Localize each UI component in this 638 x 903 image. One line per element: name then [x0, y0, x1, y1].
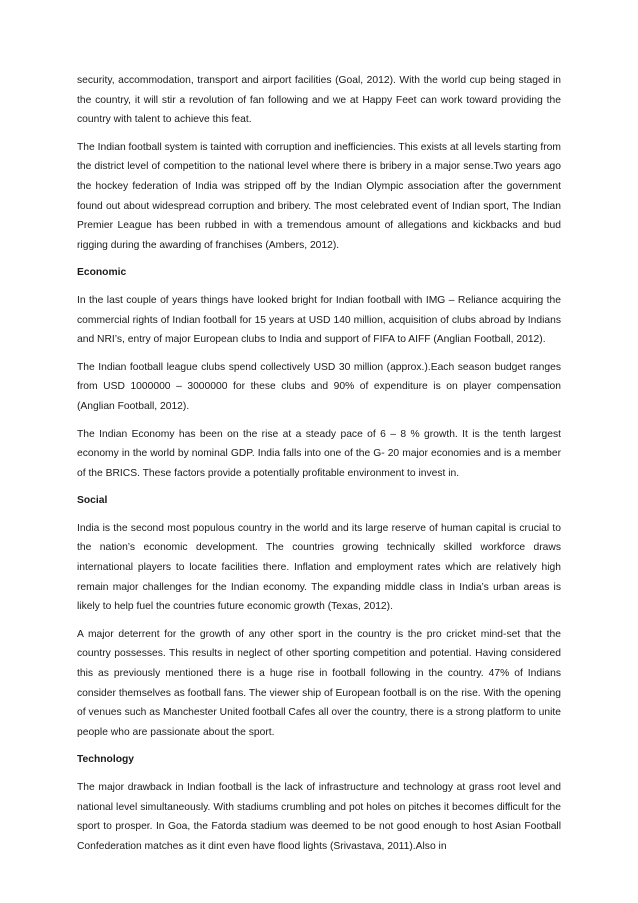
paragraph-league-spending: The Indian football league clubs spend collectively USD 30 million (approx.).Each season budget ranges from USD 1000000 – 3000000 for these clubs and 90% of expenditure is on player compensation (Anglian Football, 2012).: [77, 361, 561, 412]
paragraph-indian-economy: The Indian Economy has been on the rise at a steady pace of 6 – 8 % growth. It is the tenth largest economy in the world by nominal GDP. India falls into one of the G- 20 major economies and is a member of the BRICS. These factors provide a potentially profitable environment to invest in.: [77, 428, 561, 479]
heading-social: Social: [77, 495, 108, 507]
paragraph-commercial-rights: In the last couple of years things have looked bright for Indian football with IMG – Reliance acquiring the commercial rights of Indian football for 15 years at USD 140 million, acquisition of clubs abroad by Indians and NRI’s, entry of major European clubs to India and support of FIFA to AIFF (Anglian Football, 2012).: [77, 294, 561, 346]
paragraph-world-cup: security, accommodation, transport and airport facilities (Goal, 2012). With the world cup being staged in the country, it will stir a revolution of fan following and we at Happy Feet can work toward providing the country with talent to achieve this feat.: [77, 75, 561, 126]
paragraph-corruption: The Indian football system is tainted with corruption and inefficiencies. This exists at all levels starting from the district level of competition to the national level where there is bribery in a major sense.Two years ago the hockey federation of India was stripped off by the Indian Olympic association after the government found out about widespread corruption and bribery. The most celebrated event of Indian sport, The Indian Premier League has been rubbed in with a tremendous amount of allegations and kickbacks and bud rigging during the awarding of franchises (Ambers, 2012).: [77, 141, 561, 251]
document-page: [77, 71, 561, 864]
paragraph-infrastructure: The major drawback in Indian football is the lack of infrastructure and technology at grass root level and national level simultaneously. With stadiums crumbling and pot holes on pitches it becomes difficult for the sport to prosper. In Goa, the Fatorda stadium was deemed to be not good enough to host Asian Football Confederation matches as it dint even have flood lights (Srivastava, 2011).Also in: [77, 782, 561, 852]
heading-economic: Economic: [77, 267, 127, 279]
paragraph-cricket-mindset: A major deterrent for the growth of any other sport in the country is the pro cricket mind-set that the country possesses. This results in neglect of other sporting competition and potential. Having considered this as previously mentioned there is a huge rise in football following in the country. 47% of Indians consider themselves as football fans. The viewer ship of European football is on the rise. With the opening of venues such as Manchester United football Cafes all over the country, there is a strong platform to unite people who are passionate about the sport.: [77, 628, 561, 738]
paragraph-population: India is the second most populous country in the world and its large reserve of human capital is crucial to the nation’s economic development. The countries growing technically skilled workforce draws international players to locate facilities there. Inflation and employment rates which are relatively high remain major challenges for the Indian economy. The expanding middle class in India’s urban areas is likely to help fuel the countries future economic growth (Texas, 2012).: [77, 522, 561, 613]
heading-technology: Technology: [77, 754, 135, 766]
